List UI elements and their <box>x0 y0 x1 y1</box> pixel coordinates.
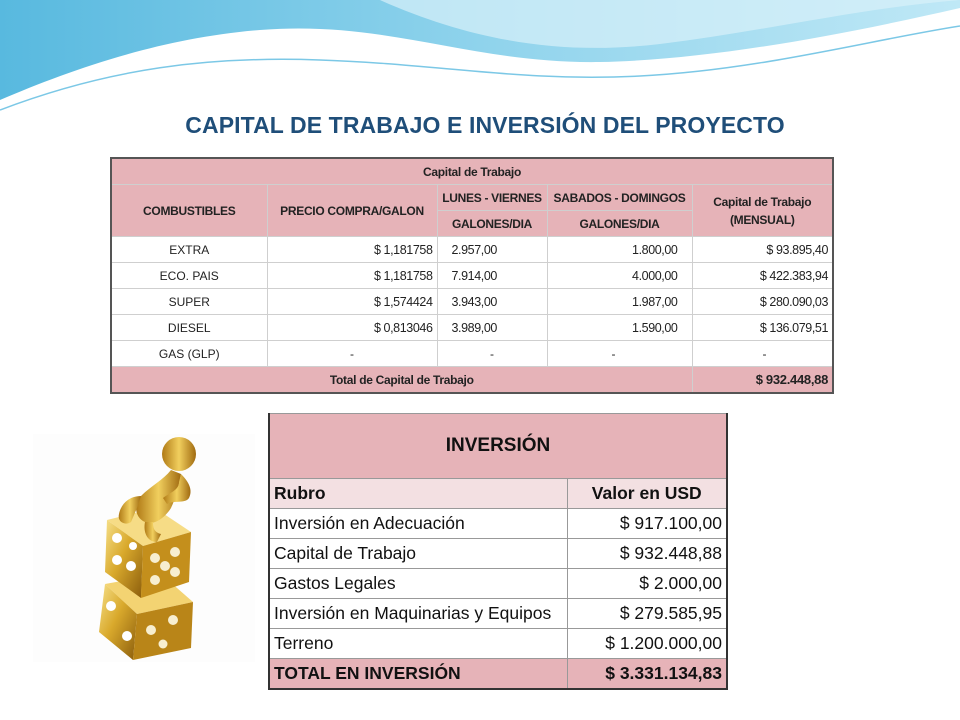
inversion-table <box>268 413 728 690</box>
header-galones-dia-sd: GALONES/DIA <box>547 211 692 237</box>
inversion-total-value: $ 3.331.134,83 <box>567 659 727 690</box>
header-combustibles: COMBUSTIBLES <box>111 185 267 237</box>
header-precio-compra: PRECIO COMPRA/GALON <box>267 185 437 237</box>
table-row <box>111 289 833 315</box>
slide-title: CAPITAL DE TRABAJO E INVERSIÓN DEL PROYECTO <box>185 112 785 138</box>
combustible-cell: GAS (GLP) <box>111 341 267 367</box>
galones-sd-cell: 1.987,00 <box>547 289 692 315</box>
galones-lv-cell: 2.957,00 <box>437 237 547 263</box>
rubro-cell: Gastos Legales <box>269 569 567 599</box>
inversion-table-caption: INVERSIÓN <box>269 414 727 479</box>
table-row <box>111 315 833 341</box>
precio-cell: $ 0,813046 <box>267 315 437 341</box>
galones-sd-cell: 1.590,00 <box>547 315 692 341</box>
table-row <box>269 629 727 659</box>
gold-figure-on-dice-icon <box>33 434 255 662</box>
inversion-total-label: TOTAL EN INVERSIÓN <box>269 659 567 690</box>
capital-cell: $ 93.895,40 <box>692 237 833 263</box>
header-wave-decoration <box>0 0 960 120</box>
valor-cell: $ 2.000,00 <box>567 569 727 599</box>
capital-cell: $ 280.090,03 <box>692 289 833 315</box>
table-row <box>111 237 833 263</box>
header-capital-mensual <box>692 185 833 237</box>
galones-sd-cell: - <box>547 341 692 367</box>
precio-cell: $ 1,181758 <box>267 263 437 289</box>
valor-cell: $ 1.200.000,00 <box>567 629 727 659</box>
combustible-cell: SUPER <box>111 289 267 315</box>
table-row <box>269 539 727 569</box>
galones-lv-cell: - <box>437 341 547 367</box>
rubro-cell: Capital de Trabajo <box>269 539 567 569</box>
rubro-cell: Terreno <box>269 629 567 659</box>
header-lunes-viernes: LUNES - VIERNES <box>437 185 547 211</box>
capital-cell: - <box>692 341 833 367</box>
precio-cell: $ 1,181758 <box>267 237 437 263</box>
header-galones-dia-lv: GALONES/DIA <box>437 211 547 237</box>
rubro-cell: Inversión en Adecuación <box>269 509 567 539</box>
combustible-cell: ECO. PAIS <box>111 263 267 289</box>
valor-cell: $ 932.448,88 <box>567 539 727 569</box>
capital-cell: $ 422.383,94 <box>692 263 833 289</box>
table-row <box>111 263 833 289</box>
precio-cell: $ 1,574424 <box>267 289 437 315</box>
galones-sd-cell: 4.000,00 <box>547 263 692 289</box>
galones-lv-cell: 3.943,00 <box>437 289 547 315</box>
header-sabados-domingos: SABADOS - DOMINGOS <box>547 185 692 211</box>
combustible-cell: EXTRA <box>111 237 267 263</box>
table-row <box>269 569 727 599</box>
valor-cell: $ 279.585,95 <box>567 599 727 629</box>
capital-total-label: Total de Capital de Trabajo <box>111 367 692 394</box>
capital-cell: $ 136.079,51 <box>692 315 833 341</box>
galones-lv-cell: 3.989,00 <box>437 315 547 341</box>
valor-cell: $ 917.100,00 <box>567 509 727 539</box>
galones-lv-cell: 7.914,00 <box>437 263 547 289</box>
header-capital-line-1: Capital de Trabajo <box>713 194 812 209</box>
precio-cell: - <box>267 341 437 367</box>
combustible-cell: DIESEL <box>111 315 267 341</box>
rubro-cell: Inversión en Maquinarias y Equipos <box>269 599 567 629</box>
header-rubro: Rubro <box>269 479 567 509</box>
capital-total-value: $ 932.448,88 <box>692 367 833 394</box>
table-row <box>111 341 833 367</box>
capital-de-trabajo-table <box>110 157 834 394</box>
capital-table-caption: Capital de Trabajo <box>111 158 833 185</box>
header-valor-usd: Valor en USD <box>567 479 727 509</box>
header-capital-line-2: (MENSUAL) <box>729 212 795 227</box>
galones-sd-cell: 1.800,00 <box>547 237 692 263</box>
table-row <box>269 599 727 629</box>
table-row <box>269 509 727 539</box>
